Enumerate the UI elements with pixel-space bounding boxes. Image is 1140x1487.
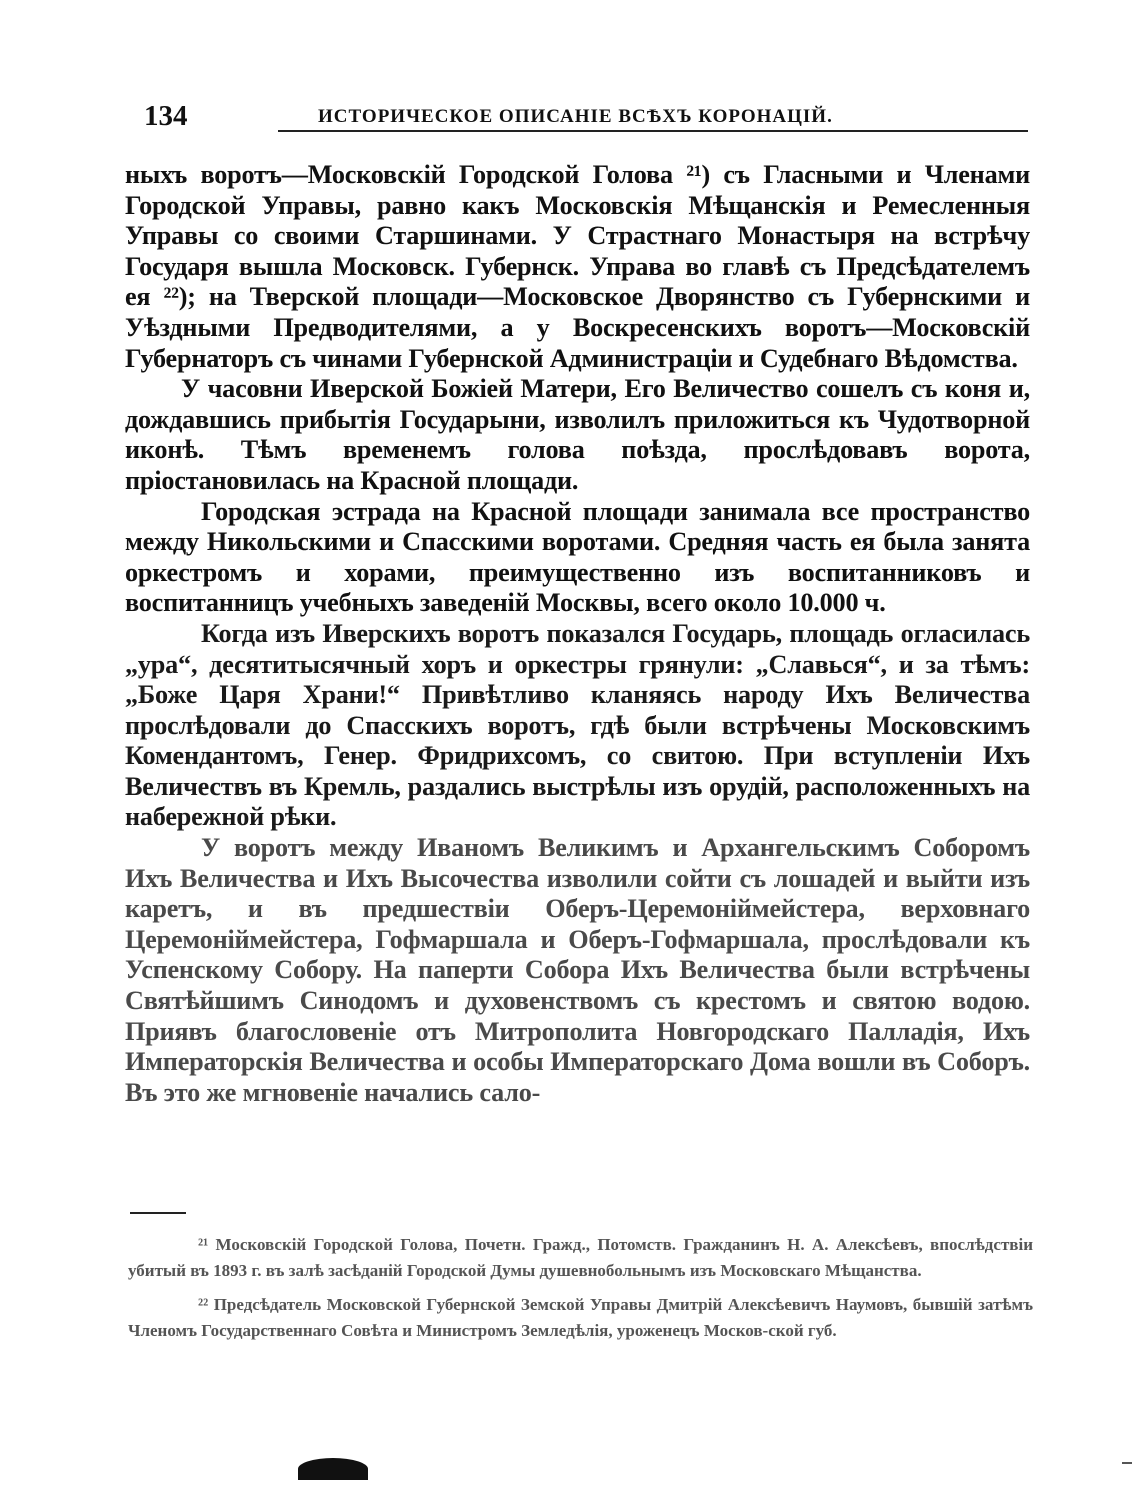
body-text	[125, 160, 1030, 1108]
paragraph-iverskaya-chapel: У часовни Иверской Божіей Матери, Его Величество сошелъ съ коня и, дождавшись прибытія Государыни, изволилъ приложиться къ Чудотворной иконѣ. Тѣмъ временемъ голова поѣзда, прослѣдовавъ ворота, пріостановилась на Красной площади.	[125, 374, 1030, 495]
paragraph-continuation: ныхъ воротъ—Московскій Городской Голова ²¹) съ Гласными и Членами Городской Управы, равно какъ Московскія Мѣщанскія и Ремесленныя Управы со своими Старшинами. У Страстнаго Монастыря на встрѣчу Государя вышла Московск. Губернск. Управа во главѣ съ Предсѣдателемъ ея ²²); на Тверской площади—Московское Дворянство съ Губернскими и Уѣздными Предводителями, а у Воскресенскихъ воротъ—Московскій Губернаторъ съ чинами Губернской Администраціи и Судебнаго Вѣдомства.	[125, 160, 1030, 373]
paragraph-city-stage: Городская эстрада на Красной площади занимала все пространство между Никольскими и Спасскими воротами. Средняя часть ея была занята оркестромъ и хорами, преимущественно изъ воспитанниковъ и воспитанницъ учебныхъ заведеній Москвы, всего около 10.000 ч.	[125, 496, 1030, 618]
footnotes	[128, 1232, 1033, 1352]
footnote-21: ²¹ Московскій Городской Голова, Почетн. Гражд., Потомств. Гражданинъ Н. А. Алексѣевъ, впослѣдствіи убитый въ 1893 г. въ залѣ засѣданій Городской Думы душевнобольнымъ изъ Московскаго Мѣщанства.	[128, 1235, 1033, 1280]
running-title: ИСТОРИЧЕСКОЕ ОПИСАНІЕ ВСѢХЪ КОРОНАЦІЙ.	[318, 106, 833, 127]
page-header	[128, 100, 1028, 134]
footnote-22: ²² Предсѣдатель Московской Губернской Земской Управы Дмитрій Алексѣевичъ Наумовъ, бывшій затѣмъ Членомъ Государственнаго Совѣта и Министромъ Земледѣлія, уроженецъ Москов-ской губ.	[128, 1295, 1033, 1340]
header-rule	[278, 130, 1028, 132]
ink-blot	[298, 1458, 368, 1480]
scan-edge-mark	[1122, 1462, 1132, 1464]
footnote-rule	[130, 1212, 186, 1214]
page-number: 134	[144, 100, 188, 132]
paragraph-assumption-cathedral: У воротъ между Иваномъ Великимъ и Архангельскимъ Соборомъ Ихъ Величества и Ихъ Высочества изволили сойти съ лошадей и выйти изъ каретъ, и въ предшествіи Оберъ-Церемоніймейстера, верховнаго Церемоніймейстера, Гофмаршала и Оберъ-Гофмаршала, прослѣдовали къ Успенскому Собору. На паперти Собора Ихъ Величества были встрѣчены Святѣйшимъ Синодомъ и духовенствомъ съ крестомъ и святою водою. Приявъ благословеніе отъ Митрополита Новгородскаго Палладія, Ихъ Императорскія Величества и особы Императорскаго Дома вошли въ Соборъ. Въ это же мгновеніе начались сало-	[125, 833, 1030, 1107]
paragraph-sovereign-appears: Когда изъ Иверскихъ воротъ показался Государь, площадь огласилась „ура“, десятитысячный хоръ и оркестры грянули: „Славься“, и за тѣмъ: „Боже Царя Храни!“ Привѣтливо кланяясь народу Ихъ Величества прослѣдовали до Спасскихъ воротъ, гдѣ были встрѣчены Московскимъ Комендантомъ, Генер. Фридрихсомъ, со свитою. При вступленіи Ихъ Величествъ въ Кремль, раздались выстрѣлы изъ орудій, расположенныхъ на набережной рѣки.	[125, 618, 1030, 832]
